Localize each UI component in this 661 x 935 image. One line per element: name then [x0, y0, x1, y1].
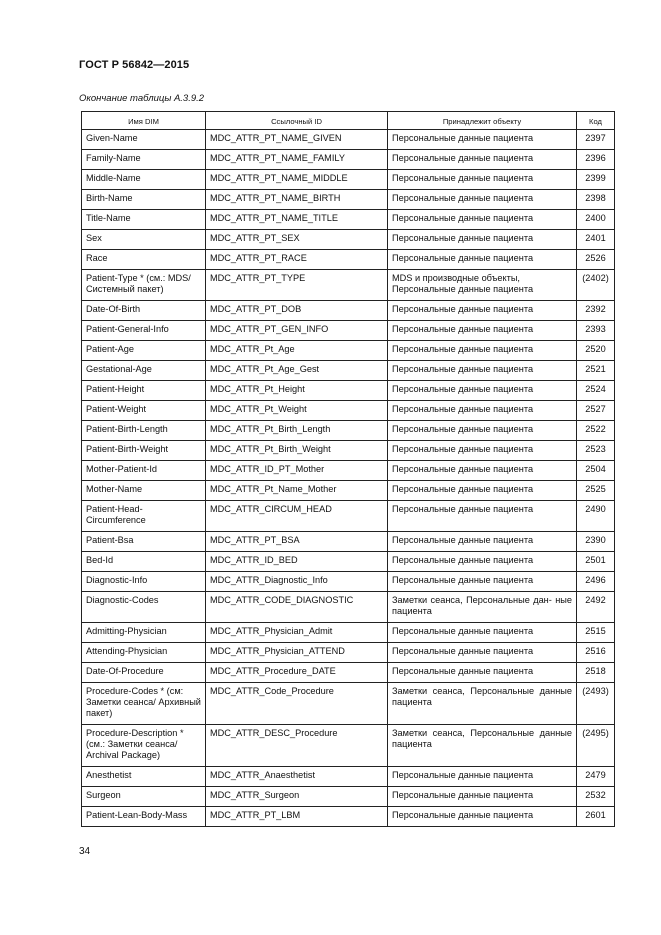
- cell-dim-name: Diagnostic-Info: [82, 572, 206, 592]
- table-row: [82, 270, 615, 301]
- cell-dim-name: Patient-General-Info: [82, 321, 206, 341]
- table-row: [82, 230, 615, 250]
- cell-reference-id: MDC_ATTR_DESC_Procedure: [206, 725, 388, 767]
- cell-dim-name: Date-Of-Procedure: [82, 663, 206, 683]
- cell-code: 2515: [577, 623, 615, 643]
- table-row: [82, 421, 615, 441]
- cell-object: Персональные данные пациента: [388, 250, 577, 270]
- cell-reference-id: MDC_ATTR_ID_BED: [206, 552, 388, 572]
- cell-dim-name: Birth-Name: [82, 190, 206, 210]
- table-row: [82, 190, 615, 210]
- cell-dim-name: Sex: [82, 230, 206, 250]
- table-row: [82, 663, 615, 683]
- cell-reference-id: MDC_ATTR_Surgeon: [206, 787, 388, 807]
- cell-code: 2522: [577, 421, 615, 441]
- cell-code: 2400: [577, 210, 615, 230]
- cell-dim-name: Procedure-Description * (см.: Заметки сеанса/ Archival Package): [82, 725, 206, 767]
- cell-dim-name: Patient-Birth-Length: [82, 421, 206, 441]
- cell-dim-name: Given-Name: [82, 130, 206, 150]
- cell-dim-name: Mother-Name: [82, 481, 206, 501]
- cell-reference-id: MDC_ATTR_Pt_Birth_Length: [206, 421, 388, 441]
- attributes-table: [81, 111, 615, 827]
- cell-reference-id: MDC_ATTR_Physician_Admit: [206, 623, 388, 643]
- cell-code: 2397: [577, 130, 615, 150]
- cell-dim-name: Patient-Lean-Body-Mass: [82, 807, 206, 827]
- table-row: [82, 807, 615, 827]
- cell-dim-name: Patient-Type * (см.: MDS/ Системный пакет): [82, 270, 206, 301]
- cell-reference-id: MDC_ATTR_CIRCUM_HEAD: [206, 501, 388, 532]
- cell-reference-id: MDC_ATTR_Pt_Age: [206, 341, 388, 361]
- cell-object: Персональные данные пациента: [388, 150, 577, 170]
- cell-code: 2399: [577, 170, 615, 190]
- table-row: [82, 501, 615, 532]
- cell-dim-name: Middle-Name: [82, 170, 206, 190]
- cell-code: 2523: [577, 441, 615, 461]
- cell-object: Персональные данные пациента: [388, 190, 577, 210]
- table-row: [82, 321, 615, 341]
- table-row: [82, 461, 615, 481]
- cell-code: 2521: [577, 361, 615, 381]
- cell-dim-name: Date-Of-Birth: [82, 301, 206, 321]
- cell-object: Персональные данные пациента: [388, 501, 577, 532]
- table-row: [82, 552, 615, 572]
- cell-object: MDS и производные объекты, Персональные данные пациента: [388, 270, 577, 301]
- cell-object: Персональные данные пациента: [388, 130, 577, 150]
- cell-reference-id: MDC_ATTR_Procedure_DATE: [206, 663, 388, 683]
- cell-code: (2402): [577, 270, 615, 301]
- cell-dim-name: Mother-Patient-Id: [82, 461, 206, 481]
- cell-object: Персональные данные пациента: [388, 341, 577, 361]
- cell-reference-id: MDC_ATTR_PT_RACE: [206, 250, 388, 270]
- cell-reference-id: MDC_ATTR_Physician_ATTEND: [206, 643, 388, 663]
- table-body: [82, 130, 615, 827]
- cell-code: 2532: [577, 787, 615, 807]
- cell-dim-name: Anesthetist: [82, 767, 206, 787]
- table-row: [82, 210, 615, 230]
- cell-reference-id: MDC_ATTR_PT_NAME_GIVEN: [206, 130, 388, 150]
- cell-reference-id: MDC_ATTR_Pt_Height: [206, 381, 388, 401]
- cell-object: Персональные данные пациента: [388, 230, 577, 250]
- cell-object: Заметки сеанса, Персональные дан- ные пациента: [388, 592, 577, 623]
- table-row: [82, 623, 615, 643]
- cell-code: 2492: [577, 592, 615, 623]
- column-header-reference-id: Ссылочный ID: [206, 112, 388, 130]
- cell-code: 2516: [577, 643, 615, 663]
- table-header-row: [82, 112, 615, 130]
- column-header-dim-name: Имя DIM: [82, 112, 206, 130]
- column-header-code: Код: [577, 112, 615, 130]
- cell-reference-id: MDC_ATTR_PT_NAME_TITLE: [206, 210, 388, 230]
- cell-code: (2495): [577, 725, 615, 767]
- cell-dim-name: Patient-Height: [82, 381, 206, 401]
- cell-object: Персональные данные пациента: [388, 787, 577, 807]
- cell-object: Персональные данные пациента: [388, 481, 577, 501]
- cell-code: 2392: [577, 301, 615, 321]
- cell-code: 2401: [577, 230, 615, 250]
- cell-dim-name: Patient-Bsa: [82, 532, 206, 552]
- cell-dim-name: Family-Name: [82, 150, 206, 170]
- table-row: [82, 725, 615, 767]
- cell-reference-id: MDC_ATTR_PT_LBM: [206, 807, 388, 827]
- cell-code: 2518: [577, 663, 615, 683]
- cell-reference-id: MDC_ATTR_PT_TYPE: [206, 270, 388, 301]
- cell-reference-id: MDC_ATTR_PT_GEN_INFO: [206, 321, 388, 341]
- cell-dim-name: Gestational-Age: [82, 361, 206, 381]
- cell-object: Персональные данные пациента: [388, 210, 577, 230]
- table-row: [82, 301, 615, 321]
- cell-reference-id: MDC_ATTR_Pt_Weight: [206, 401, 388, 421]
- cell-code: 2601: [577, 807, 615, 827]
- cell-dim-name: Patient-Weight: [82, 401, 206, 421]
- cell-object: Персональные данные пациента: [388, 441, 577, 461]
- cell-dim-name: Procedure-Codes * (см: Заметки сеанса/ Архивный пакет): [82, 683, 206, 725]
- column-header-object: Принадлежит объекту: [388, 112, 577, 130]
- cell-code: 2390: [577, 532, 615, 552]
- cell-dim-name: Surgeon: [82, 787, 206, 807]
- cell-code: 2393: [577, 321, 615, 341]
- cell-dim-name: Bed-Id: [82, 552, 206, 572]
- cell-dim-name: Patient-Head- Circumference: [82, 501, 206, 532]
- cell-object: Персональные данные пациента: [388, 552, 577, 572]
- cell-object: Заметки сеанса, Персональные данные пациента: [388, 683, 577, 725]
- table-row: [82, 441, 615, 461]
- table-row: [82, 592, 615, 623]
- table-row: [82, 683, 615, 725]
- cell-reference-id: MDC_ATTR_PT_DOB: [206, 301, 388, 321]
- table-row: [82, 361, 615, 381]
- cell-reference-id: MDC_ATTR_Diagnostic_Info: [206, 572, 388, 592]
- cell-code: 2504: [577, 461, 615, 481]
- cell-reference-id: MDC_ATTR_PT_NAME_BIRTH: [206, 190, 388, 210]
- cell-reference-id: MDC_ATTR_Anaesthetist: [206, 767, 388, 787]
- cell-reference-id: MDC_ATTR_Pt_Name_Mother: [206, 481, 388, 501]
- table-row: [82, 341, 615, 361]
- table-row: [82, 481, 615, 501]
- cell-code: 2520: [577, 341, 615, 361]
- cell-reference-id: MDC_ATTR_PT_NAME_FAMILY: [206, 150, 388, 170]
- table-row: [82, 532, 615, 552]
- cell-reference-id: MDC_ATTR_Pt_Age_Gest: [206, 361, 388, 381]
- cell-code: 2490: [577, 501, 615, 532]
- cell-reference-id: MDC_ATTR_CODE_DIAGNOSTIC: [206, 592, 388, 623]
- cell-object: Персональные данные пациента: [388, 321, 577, 341]
- cell-dim-name: Patient-Birth-Weight: [82, 441, 206, 461]
- table-row: [82, 250, 615, 270]
- table-row: [82, 787, 615, 807]
- cell-object: Персональные данные пациента: [388, 532, 577, 552]
- cell-code: 2398: [577, 190, 615, 210]
- page-number: 34: [79, 846, 91, 857]
- cell-object: Персональные данные пациента: [388, 623, 577, 643]
- table-row: [82, 572, 615, 592]
- cell-code: 2527: [577, 401, 615, 421]
- cell-object: Персональные данные пациента: [388, 807, 577, 827]
- cell-reference-id: MDC_ATTR_PT_BSA: [206, 532, 388, 552]
- table-caption: Окончание таблицы А.3.9.2: [79, 93, 205, 104]
- cell-code: (2493): [577, 683, 615, 725]
- cell-object: Персональные данные пациента: [388, 361, 577, 381]
- cell-dim-name: Race: [82, 250, 206, 270]
- cell-code: 2501: [577, 552, 615, 572]
- cell-reference-id: MDC_ATTR_Code_Procedure: [206, 683, 388, 725]
- cell-object: Персональные данные пациента: [388, 461, 577, 481]
- table-row: [82, 643, 615, 663]
- cell-code: 2525: [577, 481, 615, 501]
- cell-dim-name: Admitting-Physician: [82, 623, 206, 643]
- cell-dim-name: Diagnostic-Codes: [82, 592, 206, 623]
- cell-code: 2526: [577, 250, 615, 270]
- document-header: ГОСТ Р 56842—2015: [79, 59, 190, 71]
- cell-object: Персональные данные пациента: [388, 301, 577, 321]
- cell-object: Персональные данные пациента: [388, 421, 577, 441]
- cell-object: Заметки сеанса, Персональные данные пациента: [388, 725, 577, 767]
- table-row: [82, 130, 615, 150]
- cell-reference-id: MDC_ATTR_Pt_Birth_Weight: [206, 441, 388, 461]
- table-row: [82, 401, 615, 421]
- cell-dim-name: Patient-Age: [82, 341, 206, 361]
- cell-dim-name: Title-Name: [82, 210, 206, 230]
- cell-code: 2496: [577, 572, 615, 592]
- cell-object: Персональные данные пациента: [388, 663, 577, 683]
- cell-object: Персональные данные пациента: [388, 643, 577, 663]
- cell-object: Персональные данные пациента: [388, 401, 577, 421]
- table-row: [82, 150, 615, 170]
- cell-object: Персональные данные пациента: [388, 767, 577, 787]
- cell-reference-id: MDC_ATTR_ID_PT_Mother: [206, 461, 388, 481]
- cell-object: Персональные данные пациента: [388, 572, 577, 592]
- cell-reference-id: MDC_ATTR_PT_NAME_MIDDLE: [206, 170, 388, 190]
- cell-code: 2479: [577, 767, 615, 787]
- cell-code: 2524: [577, 381, 615, 401]
- cell-object: Персональные данные пациента: [388, 381, 577, 401]
- cell-object: Персональные данные пациента: [388, 170, 577, 190]
- table-row: [82, 170, 615, 190]
- cell-dim-name: Attending-Physician: [82, 643, 206, 663]
- cell-reference-id: MDC_ATTR_PT_SEX: [206, 230, 388, 250]
- table-row: [82, 767, 615, 787]
- table-row: [82, 381, 615, 401]
- cell-code: 2396: [577, 150, 615, 170]
